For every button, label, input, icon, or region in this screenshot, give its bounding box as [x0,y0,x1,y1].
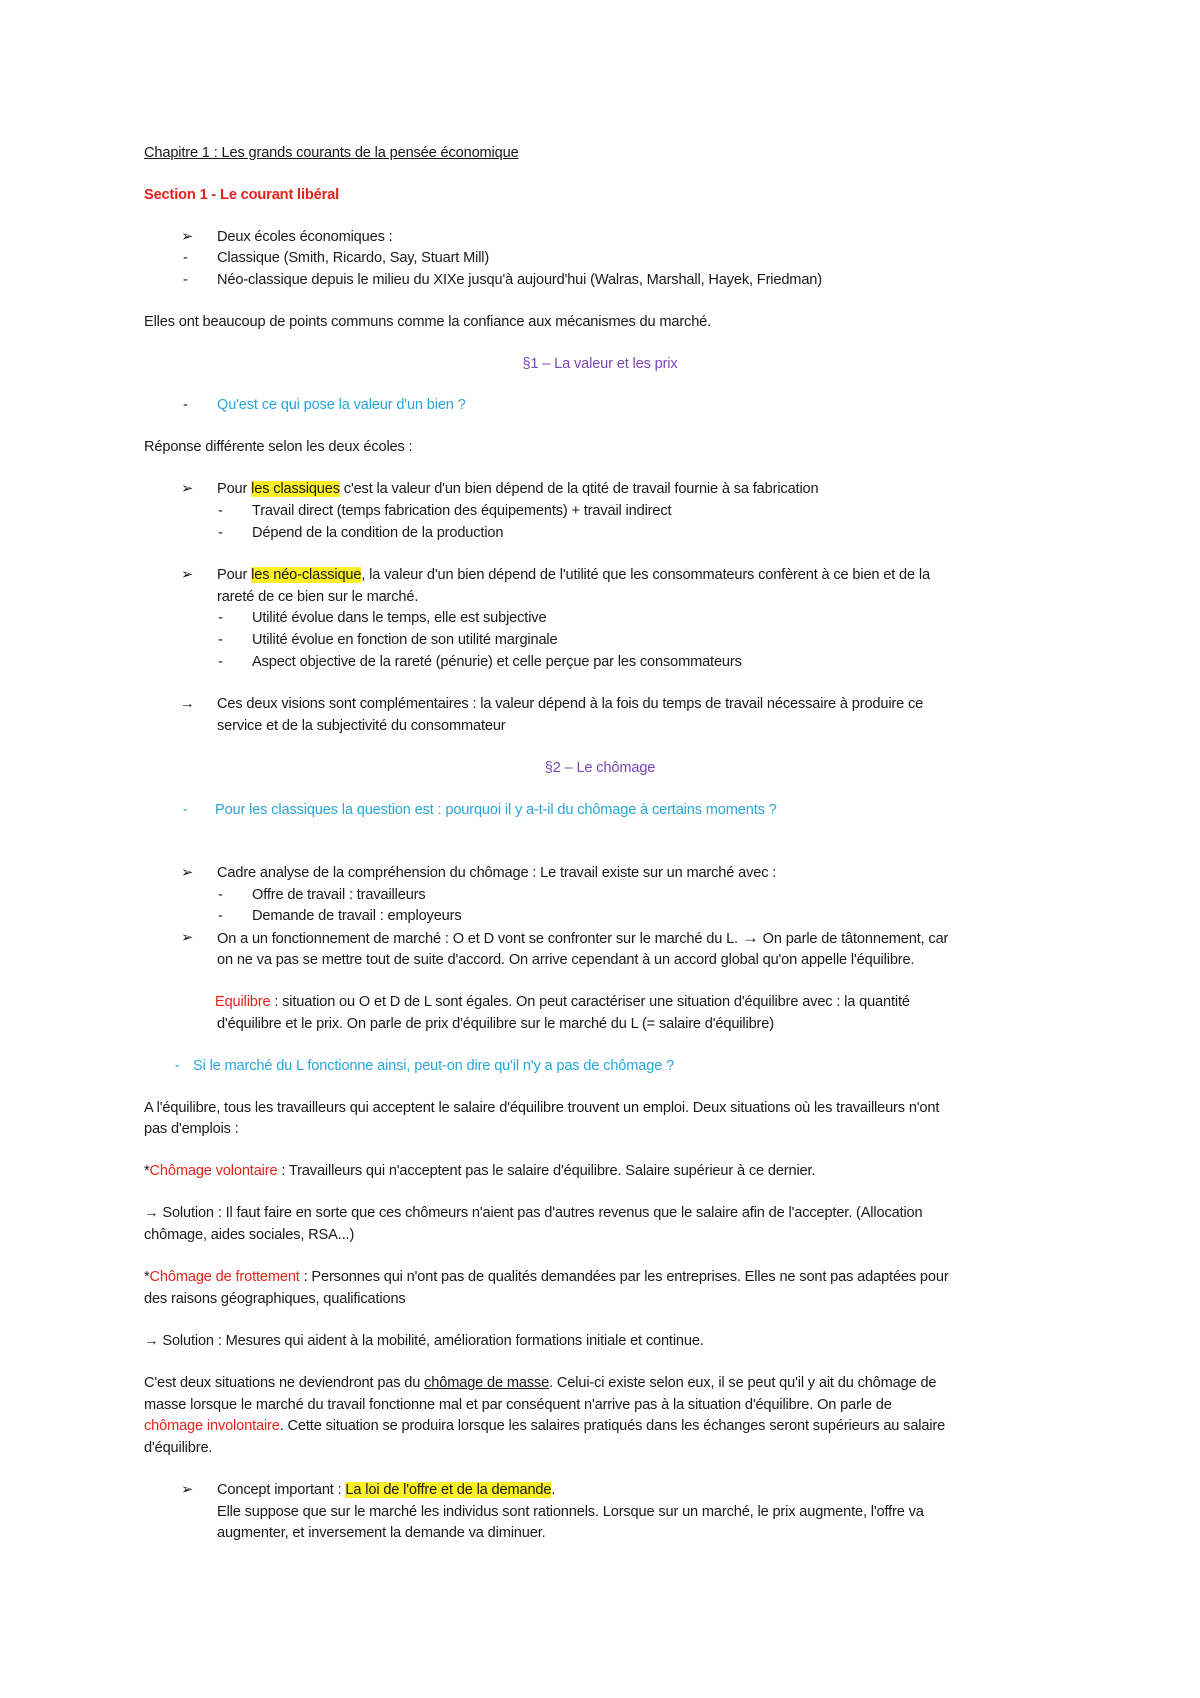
question-chomage: Pour les classiques la question est : pourquoi il y a-t-il du chômage à certains moments ? [215,802,777,818]
chomage-masse-line2: masse lorsque le marché du travail fonctionne mal et par conséquent n'arrive pas à la situation d'équilibre. On parle de [144,1397,892,1413]
dash-bullet: - [218,887,223,903]
equilibre-paragraph: A l'équilibre, tous les travailleurs qui acceptent le salaire d'équilibre trouvent un emploi. Deux situations où les travailleurs n'ont [144,1100,940,1116]
chevron-bullet-icon: ➢ [181,229,194,245]
neo-point-line2: rareté de ce bien sur le marché. [217,589,419,605]
cadre-sub-item: Offre de travail : travailleurs [252,887,426,903]
dash-bullet: - [183,272,188,288]
cadre-analyse-text: Cadre analyse de la compréhension du chômage : Le travail existe sur un marché avec : [217,865,777,881]
complementaires-text-line2: service et de la subjectivité du consommateur [217,718,506,734]
chevron-bullet-icon: ➢ [181,1482,194,1498]
fonctionnement-text-line2: on ne va pas se mettre tout de suite d'accord. On arrive cependant à un accord global qu'on appelle l'équilibre. [217,952,915,968]
chomage-masse-term: chômage de masse [424,1375,550,1391]
ecole-classique: Classique (Smith, Ricardo, Say, Stuart Mill) [217,250,490,266]
dash-bullet: - [183,250,188,266]
dash-bullet: - [175,1058,180,1074]
arrow-icon: → [144,1333,159,1349]
neo-sub-item: Aspect objective de la rareté (pénurie) et celle perçue par les consommateurs [252,654,742,670]
equilibre-definition: Equilibre : situation ou O et D de L sont égales. On peut caractériser une situation d'équilibre avec : la quantité [215,994,910,1010]
concept-line3: augmenter, et inversement la demande va diminuer. [217,1525,546,1541]
question-marche: Si le marché du L fonctionne ainsi, peut-on dire qu'il n'y a pas de chômage ? [193,1058,675,1074]
classiques-point: Pour les classiques c'est la valeur d'un bien dépend de la qtité de travail fournie à sa fabrication [217,481,819,497]
chomage-involontaire-term: chômage involontaire [144,1418,280,1434]
solution-volontaire: → Solution : Il faut faire en sorte que ces chômeurs n'aient pas d'autres revenus que le salaire afin de l'accepter. (Allocation [144,1205,923,1221]
dash-bullet: - [183,397,188,413]
chomage-frottement-line2: des raisons géographiques, qualifications [144,1291,406,1307]
dash-bullet: - [183,802,188,818]
chomage-frottement-term: Chômage de frottement [149,1269,300,1285]
dash-bullet: - [218,503,223,519]
complementaires-text: Ces deux visions sont complémentaires : la valeur dépend à la fois du temps de travail nécessaire à produire ce [217,696,924,712]
classiques-sub-item: Dépend de la condition de la production [252,525,504,541]
chomage-frottement: *Chômage de frottement : Personnes qui n'ont pas de qualités demandées par les entreprises. Elles ne sont pas adaptées pour [144,1269,949,1285]
neo-sub-item: Utilité évolue en fonction de son utilité marginale [252,632,558,648]
chomage-masse-line4: d'équilibre. [144,1440,213,1456]
arrow-icon: → [144,1205,159,1221]
dash-bullet: - [218,632,223,648]
arrow-bullet-icon: → [180,696,195,712]
highlight-neo-classique: les néo-classique [251,567,362,583]
chevron-bullet-icon: ➢ [181,481,194,497]
equilibre-term: Equilibre [215,994,271,1010]
highlight-loi-offre-demande: La loi de l'offre et de la demande [345,1482,552,1498]
solution-volontaire-line2: chômage, aides sociales, RSA...) [144,1227,355,1243]
dash-bullet: - [218,525,223,541]
question-valeur: Qu'est ce qui pose la valeur d'un bien ? [217,397,466,413]
classiques-sub-item: Travail direct (temps fabrication des équipements) + travail indirect [252,503,672,519]
chomage-masse-paragraph: C'est deux situations ne deviendront pas du chômage de masse. Celui-ci existe selon eux, il se peut qu'il y ait du chômage de [144,1375,937,1391]
concept-important: Concept important : La loi de l'offre et de la demande. [217,1482,556,1498]
equilibre-definition-line2: d'équilibre et le prix. On parle de prix d'équilibre sur le marché du L (= salaire d'équilibre) [217,1016,774,1032]
chevron-bullet-icon: ➢ [181,930,194,946]
subsection-heading-valeur: §1 – La valeur et les prix [522,356,678,372]
section-heading: Section 1 - Le courant libéral [144,187,339,203]
chevron-bullet-icon: ➢ [181,567,194,583]
cadre-sub-item: Demande de travail : employeurs [252,908,462,924]
chevron-bullet-icon: ➢ [181,865,194,881]
ecole-neo-classique: Néo-classique depuis le milieu du XIXe jusqu'à aujourd'hui (Walras, Marshall, Hayek, Friedman) [217,272,822,288]
neo-point: Pour les néo-classique, la valeur d'un bien dépend de l'utilité que les consommateurs confèrent à ce bien et de la [217,567,930,583]
dash-bullet: - [218,610,223,626]
fonctionnement-text: On a un fonctionnement de marché : O et D vont se confronter sur le marché du L. → On parle de tâtonnement, car [217,928,949,947]
equilibre-paragraph-line2: pas d'emplois : [144,1121,239,1137]
chapter-title: Chapitre 1 : Les grands courants de la pensée économique [144,145,519,161]
concept-line2: Elle suppose que sur le marché les individus sont rationnels. Lorsque sur un marché, le prix augmente, l'offre va [217,1504,924,1520]
ecoles-intro: Deux écoles économiques : [217,229,393,245]
reponse-text: Réponse différente selon les deux écoles : [144,439,413,455]
neo-sub-item: Utilité évolue dans le temps, elle est subjective [252,610,547,626]
dash-bullet: - [218,654,223,670]
chomage-masse-line3: chômage involontaire. Cette situation se produira lorsque les salaires pratiqués dans les échanges seront supérieurs au salaire [144,1418,946,1434]
dash-bullet: - [218,908,223,924]
points-communs-text: Elles ont beaucoup de points communs comme la confiance aux mécanismes du marché. [144,314,712,330]
subsection-heading-chomage: §2 – Le chômage [544,760,656,776]
highlight-classiques: les classiques [251,481,340,497]
chomage-volontaire: *Chômage volontaire : Travailleurs qui n'acceptent pas le salaire d'équilibre. Salaire supérieur à ce dernier. [144,1163,816,1179]
solution-frottement: → Solution : Mesures qui aident à la mobilité, amélioration formations initiale et continue. [144,1333,704,1349]
chomage-volontaire-term: Chômage volontaire [149,1163,278,1179]
arrow-icon: → [741,928,759,947]
